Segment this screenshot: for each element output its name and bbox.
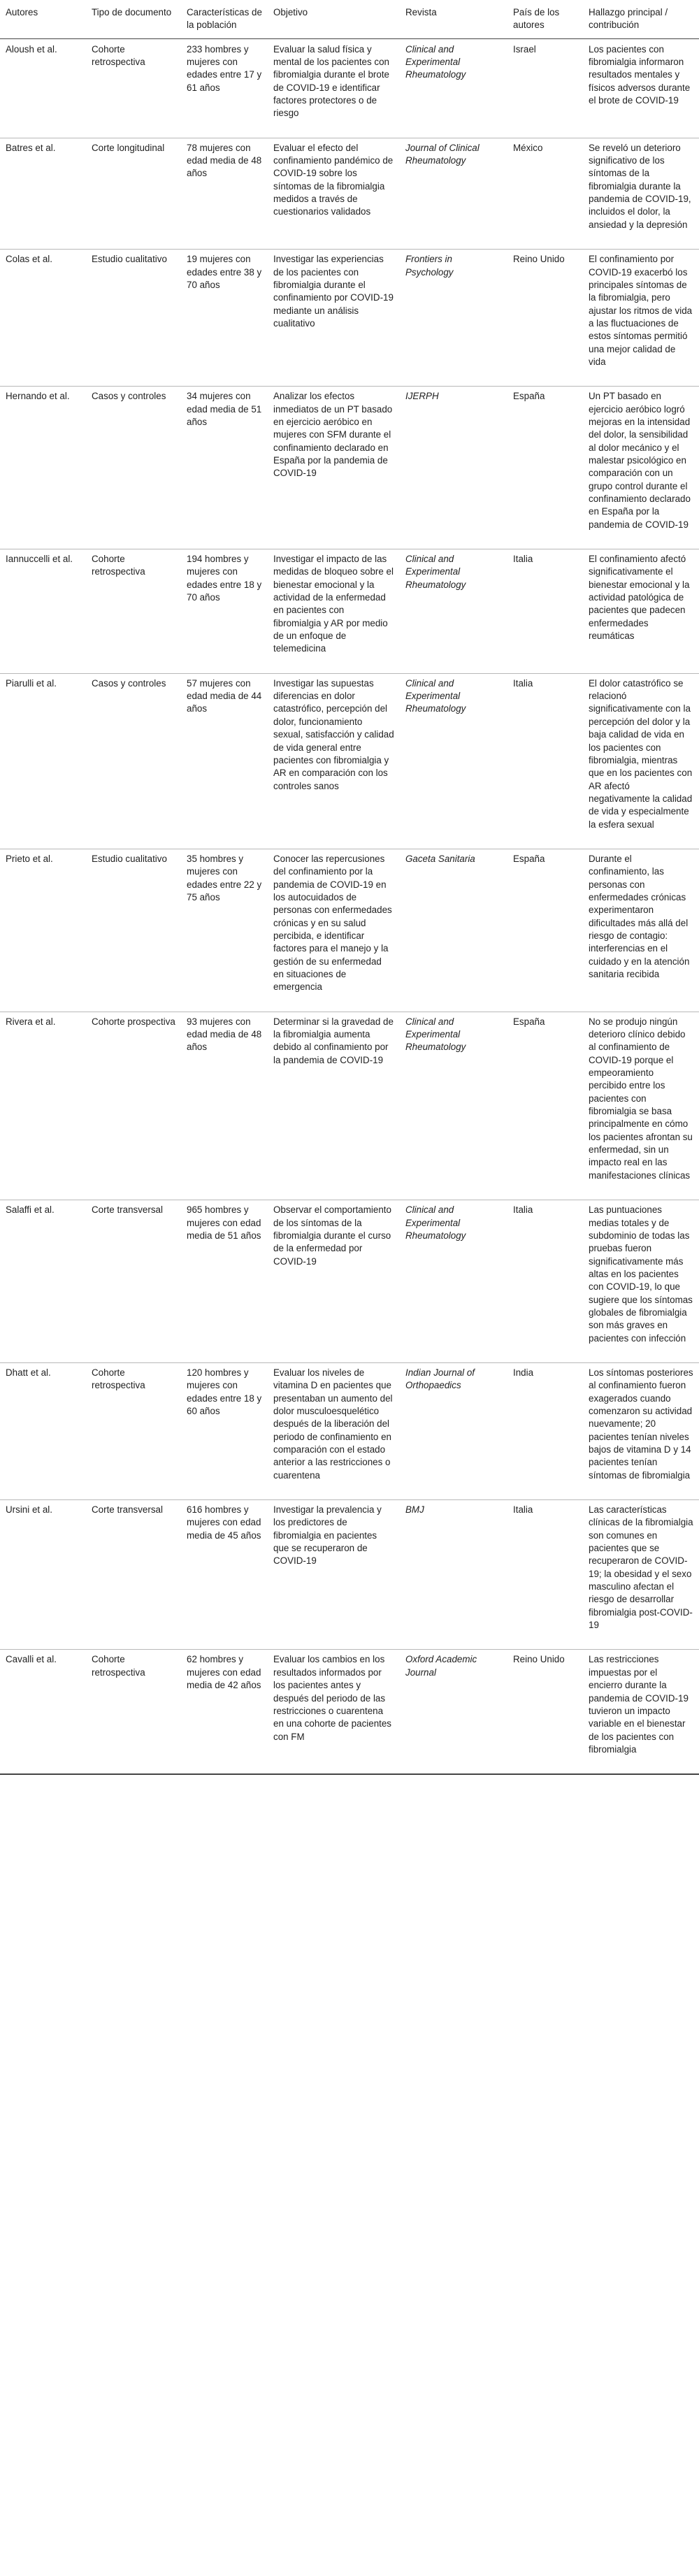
cell-poblacion: 19 mujeres con edades entre 38 y 70 años [181,250,268,387]
cell-pais: México [507,138,583,249]
table-row [0,1650,699,1774]
cell-poblacion: 78 mujeres con edad media de 48 años [181,138,268,249]
cell-tipo: Cohorte retrospectiva [86,38,181,138]
cell-hallazgo: Las restricciones impuestas por el encierro durante la pandemia de COVID-19 tuvieron un impacto variable en el bienestar de los pacientes con fibromialgia [583,1650,699,1774]
table-row [0,1500,699,1650]
cell-hallazgo: No se produjo ningún deterioro clínico debido al confinamiento de COVID-19 porque el empeoramiento percibido entre los pacientes con fibromialgia se basa principalmente en cómo los pacientes afrontan su enfermedad, sin un impacto real en las manifestaciones clínicas [583,1012,699,1200]
table-header-row [0,0,699,38]
cell-poblacion: 35 hombres y mujeres con edades entre 22 y 75 años [181,849,268,1012]
cell-autores: Piarulli et al. [0,673,86,849]
cell-autores: Colas et al. [0,250,86,387]
cell-hallazgo: Se reveló un deterioro significativo de los síntomas de la fibromialgia durante la pandemia de COVID-19, incluidos el dolor, la ansiedad y la depresión [583,138,699,249]
cell-poblacion: 34 mujeres con edad media de 51 años [181,387,268,549]
header-pais-autores: País de los autores [507,0,583,38]
cell-revista: Journal of Clinical Rheumatology [400,138,507,249]
cell-pais: España [507,1012,583,1200]
cell-revista: Clinical and Experimental Rheumatology [400,549,507,674]
table-row [0,673,699,849]
cell-autores: Ursini et al. [0,1500,86,1650]
cell-poblacion: 233 hombres y mujeres con edades entre 17 y 61 años [181,38,268,138]
cell-objetivo: Investigar las experiencias de los pacientes con fibromialgia durante el confinamiento por COVID-19 mediante un análisis cualitativo [268,250,400,387]
cell-autores: Rivera et al. [0,1012,86,1200]
cell-autores: Aloush et al. [0,38,86,138]
cell-revista: Frontiers in Psychology [400,250,507,387]
cell-tipo: Corte transversal [86,1500,181,1650]
cell-objetivo: Observar el comportamiento de los síntomas de la fibromialgia durante el curso de la enfermedad por COVID-19 [268,1200,400,1363]
cell-revista: Clinical and Experimental Rheumatology [400,38,507,138]
cell-objetivo: Investigar el impacto de las medidas de bloqueo sobre el bienestar emocional y la actividad de la enfermedad en pacientes con fibromialgia y AR por medio de un enfoque de telemedicina [268,549,400,674]
cell-revista: Clinical and Experimental Rheumatology [400,1012,507,1200]
cell-objetivo: Investigar las supuestas diferencias en dolor catastrófico, percepción del dolor, funcionamiento sexual, satisfacción y calidad de vida general entre pacientes con fibromialgia y AR en comparación con los controles sanos [268,673,400,849]
table-row [0,1200,699,1363]
cell-hallazgo: Un PT basado en ejercicio aeróbico logró mejoras en la intensidad del dolor, la sensibilidad al dolor mecánico y el malestar psicológico en comparación con un grupo control durante el confinamiento declarado en España por la pandemia de COVID-19 [583,387,699,549]
cell-pais: Reino Unido [507,250,583,387]
table-row [0,1012,699,1200]
cell-hallazgo: Durante el confinamiento, las personas con enfermedades crónicas experimentaron dificultades más allá del riesgo de contagio: interferencias en el cuidado y en la atención sanitaria recibida [583,849,699,1012]
table-row [0,250,699,387]
cell-pais: Italia [507,673,583,849]
cell-revista: IJERPH [400,387,507,549]
cell-poblacion: 57 mujeres con edad media de 44 años [181,673,268,849]
cell-poblacion: 965 hombres y mujeres con edad media de 51 años [181,1200,268,1363]
table-row [0,549,699,674]
table-row [0,387,699,549]
cell-autores: Batres et al. [0,138,86,249]
cell-objetivo: Analizar los efectos inmediatos de un PT basado en ejercicio aeróbico en mujeres con SFM durante el confinamiento declarado en España por la pandemia de COVID-19 [268,387,400,549]
cell-tipo: Cohorte retrospectiva [86,1650,181,1774]
cell-hallazgo: El confinamiento afectó significativamente el bienestar emocional y la actividad patológica de pacientes que padecen enfermedades reumáticas [583,549,699,674]
cell-tipo: Cohorte retrospectiva [86,549,181,674]
cell-autores: Iannuccelli et al. [0,549,86,674]
cell-autores: Salaffi et al. [0,1200,86,1363]
cell-revista: Clinical and Experimental Rheumatology [400,673,507,849]
cell-tipo: Cohorte retrospectiva [86,1362,181,1499]
cell-revista: Oxford Academic Journal [400,1650,507,1774]
table-row [0,138,699,249]
cell-revista: BMJ [400,1500,507,1650]
cell-tipo: Cohorte prospectiva [86,1012,181,1200]
cell-pais: Italia [507,1500,583,1650]
header-caracteristicas-poblacion: Características de la población [181,0,268,38]
cell-tipo: Casos y controles [86,673,181,849]
cell-objetivo: Evaluar los cambios en los resultados informados por los pacientes antes y después del periodo de las restricciones o cuarentena en una cohorte de pacientes con FM [268,1650,400,1774]
cell-autores: Hernando et al. [0,387,86,549]
header-revista: Revista [400,0,507,38]
cell-revista: Indian Journal of Orthopaedics [400,1362,507,1499]
cell-poblacion: 120 hombres y mujeres con edades entre 18 y 60 años [181,1362,268,1499]
header-hallazgo-principal: Hallazgo principal / contribución [583,0,699,38]
cell-poblacion: 194 hombres y mujeres con edades entre 18 y 70 años [181,549,268,674]
table-row [0,849,699,1012]
cell-objetivo: Conocer las repercusiones del confinamiento por la pandemia de COVID-19 en los autocuidados de personas con enfermedades crónicas y en su salud percibida, e identificar factores para el manejo y la gestión de su enfermedad en situaciones de emergencia [268,849,400,1012]
cell-hallazgo: Los síntomas posteriores al confinamiento fueron exagerados cuando comenzaron su actividad nuevamente; 20 pacientes tenían niveles bajos de vitamina D y 14 pacientes tenían síntomas de fibromialgia [583,1362,699,1499]
cell-poblacion: 93 mujeres con edad media de 48 años [181,1012,268,1200]
cell-tipo: Estudio cualitativo [86,250,181,387]
cell-pais: España [507,387,583,549]
cell-hallazgo: El dolor catastrófico se relacionó significativamente con la percepción del dolor y la baja calidad de vida en los pacientes con fibromialgia, mientras que en los pacientes con AR afectó negativamente la calidad de vida y especialmente la esfera sexual [583,673,699,849]
cell-objetivo: Investigar la prevalencia y los predictores de fibromialgia en pacientes que se recuperaron de COVID-19 [268,1500,400,1650]
cell-pais: Italia [507,549,583,674]
cell-poblacion: 616 hombres y mujeres con edad media de 45 años [181,1500,268,1650]
cell-pais: Israel [507,38,583,138]
cell-pais: Italia [507,1200,583,1363]
cell-autores: Cavalli et al. [0,1650,86,1774]
cell-pais: España [507,849,583,1012]
cell-poblacion: 62 hombres y mujeres con edad media de 42 años [181,1650,268,1774]
cell-objetivo: Determinar si la gravedad de la fibromialgia aumenta debido al confinamiento por la pandemia de COVID-19 [268,1012,400,1200]
cell-objetivo: Evaluar los niveles de vitamina D en pacientes que presentaban un aumento del dolor musculoesquelético después de la liberación del periodo de confinamiento en comparación con el estado anterior a las restricciones o cuarentena [268,1362,400,1499]
table-row [0,1362,699,1499]
cell-autores: Dhatt et al. [0,1362,86,1499]
cell-tipo: Corte longitudinal [86,138,181,249]
cell-hallazgo: El confinamiento por COVID-19 exacerbó los principales síntomas de la fibromialgia, pero ajustar los ritmos de vida a las fluctuaciones de estos síntomas permitió una mejor calidad de vida [583,250,699,387]
cell-hallazgo: Las características clínicas de la fibromialgia son comunes en pacientes que se recuperaron de COVID-19; la obesidad y el sexo masculino afectan el riesgo de desarrollar fibromialgia post-COVID-19 [583,1500,699,1650]
cell-objetivo: Evaluar el efecto del confinamiento pandémico de COVID-19 sobre los síntomas de la fibromialgia medidos a través de cuestionarios validados [268,138,400,249]
cell-hallazgo: Las puntuaciones medias totales y de subdominio de todas las pruebas fueron significativamente más altas en los pacientes con COVID-19, lo que sugiere que los síntomas globales de fibromialgia son más graves en pacientes con infección [583,1200,699,1363]
cell-tipo: Estudio cualitativo [86,849,181,1012]
table-row [0,38,699,138]
cell-revista: Gaceta Sanitaria [400,849,507,1012]
cell-pais: India [507,1362,583,1499]
cell-tipo: Corte transversal [86,1200,181,1363]
cell-pais: Reino Unido [507,1650,583,1774]
header-objetivo: Objetivo [268,0,400,38]
header-tipo-documento: Tipo de documento [86,0,181,38]
cell-autores: Prieto et al. [0,849,86,1012]
cell-objetivo: Evaluar la salud física y mental de los pacientes con fibromialgia durante el brote de COVID-19 e identificar factores protectores o de riesgo [268,38,400,138]
cell-tipo: Casos y controles [86,387,181,549]
cell-hallazgo: Los pacientes con fibromialgia informaron resultados mentales y físicos adversos durante el brote de COVID-19 [583,38,699,138]
cell-revista: Clinical and Experimental Rheumatology [400,1200,507,1363]
header-autores: Autores [0,0,86,38]
